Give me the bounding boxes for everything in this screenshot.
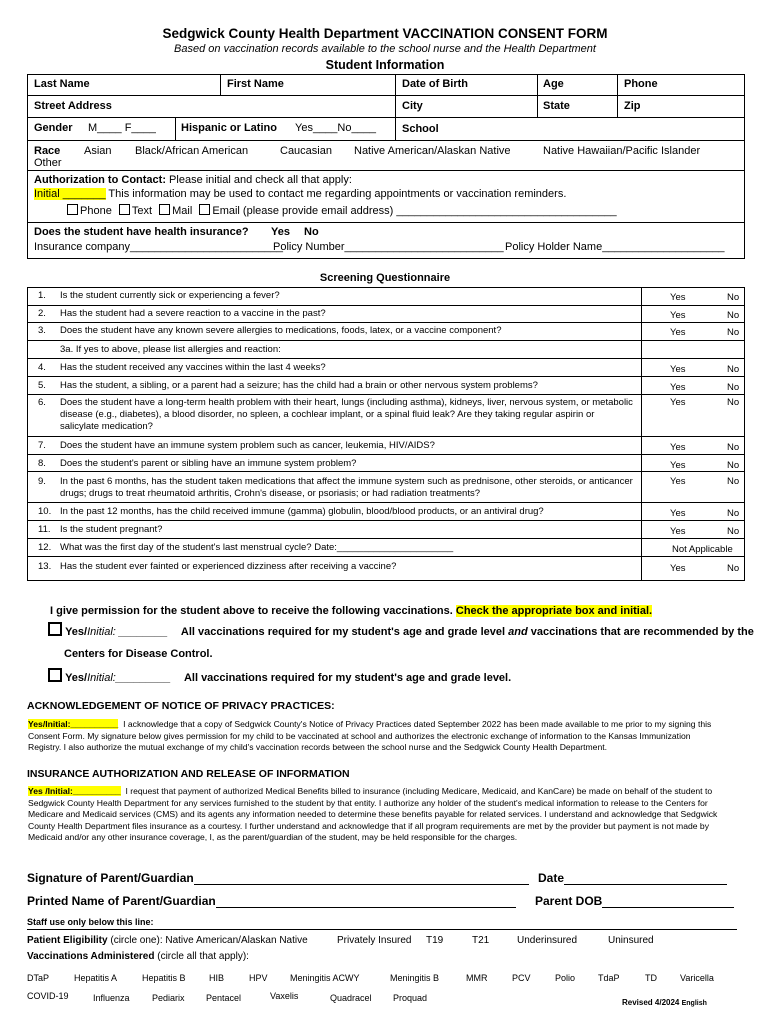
patient-eligibility: Patient Eligibility (circle one): Native American/Alaskan Native: [27, 935, 308, 946]
row-divider: [27, 538, 745, 539]
permission-option-2[interactable]: Yes/Initial:_________ All vaccinations required for my student's age and grade level.: [48, 668, 511, 684]
policy-number-field[interactable]: Policy Number__________________________: [273, 241, 504, 253]
signature-line[interactable]: Signature of Parent/Guardian: [27, 871, 529, 885]
row-divider: [27, 394, 745, 395]
last-name-field[interactable]: Last Name: [34, 78, 90, 90]
answer-no[interactable]: No: [727, 327, 740, 338]
answer-no[interactable]: No: [727, 382, 740, 393]
vaccine-option[interactable]: Meningitis B: [390, 973, 440, 983]
question-text: Does the student have any known severe allergies to medications, foods, latex, or a vaccine component?: [60, 325, 502, 336]
permission-option-1[interactable]: Yes/Initial: ________ All vaccinations required for my student's age and grade level and vaccinations that are recommended by the: [48, 622, 754, 638]
question-text: Does the student have a long-term health problem with their heart, lungs (including asthma), kidneys, liver, nervous system, or metabolic disease (e.g., diabetes), a blood disorder, no spleen, a cochlear implant, or a spinal fluid leak? Are they taking regular aspirin or salicylate medication?: [60, 397, 633, 432]
staff-heading: Staff use only below this line:: [27, 917, 154, 927]
question-text: Does the student's parent or sibling have an immune system problem?: [60, 458, 357, 469]
question-text: 3a. If yes to above, please list allergies and reaction:: [60, 344, 281, 355]
hispanic-label: Hispanic or Latino: [181, 122, 277, 134]
row-divider: [27, 556, 745, 557]
answer-no[interactable]: No: [727, 364, 740, 375]
race-option-black[interactable]: Black/African American: [135, 145, 249, 157]
form-title: Sedgwick County Health Department VACCINATION CONSENT FORM: [162, 26, 608, 41]
row-divider: [27, 520, 745, 521]
vaccine-option[interactable]: TD: [645, 973, 657, 983]
age-field[interactable]: Age: [543, 78, 564, 90]
elig-t19[interactable]: T19: [426, 935, 444, 946]
answer-yes[interactable]: Yes: [670, 508, 686, 519]
row-divider: [27, 376, 745, 377]
insurance-auth-heading: INSURANCE AUTHORIZATION AND RELEASE OF INFORMATION: [27, 768, 350, 780]
dob-field[interactable]: Date of Birth: [402, 78, 468, 90]
col-divider: [641, 287, 642, 581]
col-divider: [395, 74, 396, 140]
insurance-auth-initial-field[interactable]: Yes /Initial:__________: [28, 786, 121, 796]
screening-title: Screening Questionnaire: [319, 272, 451, 284]
answer-yes[interactable]: Yes: [670, 526, 686, 537]
first-name-field[interactable]: First Name: [227, 78, 284, 90]
parent-dob-line[interactable]: Parent DOB: [535, 894, 734, 908]
permission-intro: I give permission for the student above to receive the following vaccinations. Check the appropriate box and initial.: [50, 605, 653, 617]
vaccine-option[interactable]: Meningitis ACWY: [290, 973, 360, 983]
gender-label: Gender: [34, 122, 73, 134]
staff-divider: [27, 929, 737, 930]
elig-privately-insured[interactable]: Privately Insured: [337, 935, 412, 946]
contact-heading: Authorization to Contact: Please initial and check all that apply:: [34, 174, 352, 186]
answer-no[interactable]: No: [727, 460, 740, 471]
vaccine-option[interactable]: DTaP: [27, 973, 50, 983]
elig-underinsured[interactable]: Underinsured: [517, 935, 578, 946]
vaccinations-administered: Vaccinations Administered (circle all that apply):: [27, 951, 249, 962]
answer-no[interactable]: No: [727, 526, 740, 537]
race-option-caucasian[interactable]: Caucasian: [280, 145, 332, 157]
vaccine-option[interactable]: Pediarix: [152, 993, 185, 1003]
state-field[interactable]: State: [543, 100, 570, 112]
row-divider: [27, 340, 745, 341]
col-divider: [617, 74, 618, 117]
answer-no[interactable]: No: [727, 476, 740, 487]
answer-yes[interactable]: Yes: [670, 442, 686, 453]
answer-yes[interactable]: Yes: [670, 460, 686, 471]
answer-yes[interactable]: Yes: [670, 310, 686, 321]
text-checkbox[interactable]: Text: [119, 205, 152, 217]
row-divider: [27, 117, 745, 118]
question-number: 3.: [38, 325, 46, 336]
vaccine-option[interactable]: HIB: [209, 973, 225, 983]
question-number: 9.: [38, 476, 46, 487]
row-divider: [27, 358, 745, 359]
question-number: 13.: [38, 561, 52, 572]
question-number: 1.: [38, 290, 46, 301]
question-text: Has the student received any vaccines within the last 4 weeks?: [60, 362, 326, 373]
vaccine-option[interactable]: Hepatitis A: [74, 973, 118, 983]
answer-no[interactable]: No: [727, 397, 740, 408]
vaccine-option[interactable]: Varicella: [680, 973, 714, 983]
question-text: Has the student had a severe reaction to a vaccine in the past?: [60, 308, 326, 319]
row-divider: [27, 454, 745, 455]
question-text: Does the student have an immune system problem such as cancer, leukemia, HIV/AIDS?: [60, 440, 435, 451]
answer-yes[interactable]: Yes: [670, 292, 686, 303]
insurance-auth-text: Yes /Initial:__________ I request that payment of authorized Medical Benefits billed to insurance (including Medicare, Medicaid, and KanCare) be made on behalf of the student to Sedgwick County Health Department for any services furnished to the student by that entity. I authorize any holder of the student's medical information to release to the Centers for Medicare and Medicaid services (CMS) and its agents any information needed to determine these benefits payable for related services. I understand and acknowledge that Sedgwick County Health Department files insurance as a courtesy. I further understand and acknowledge that if all program requirements are met by the provider but payment is not made by Medicaid and/or any other insurance coverage, I, as the parent/guardian of the student, may be held responsible for the charges.: [28, 786, 718, 843]
question-number: 5.: [38, 380, 46, 391]
section-student-information: Student Information: [325, 58, 445, 72]
mail-checkbox[interactable]: Mail: [159, 205, 192, 217]
question-number: 10.: [38, 506, 52, 517]
row-divider: [27, 502, 745, 503]
school-field[interactable]: School: [402, 123, 439, 135]
col-divider: [175, 117, 176, 140]
form-subtitle: Based on vaccination records available to the school nurse and the Health Department: [174, 43, 596, 55]
race-label: Race: [34, 145, 61, 157]
contact-initial-field[interactable]: Initial _______: [34, 188, 106, 200]
vaccine-option[interactable]: Polio: [555, 973, 576, 983]
question-number: 8.: [38, 458, 46, 469]
col-divider: [220, 74, 221, 95]
answer-no[interactable]: No: [727, 442, 740, 453]
question-text: Is the student pregnant?: [60, 524, 163, 535]
question-text: Is the student currently sick or experiencing a fever?: [60, 290, 280, 301]
question-text: What was the first day of the student's last menstrual cycle? Date:______________________: [60, 542, 454, 553]
row-divider: [27, 95, 745, 96]
phone-checkbox[interactable]: Phone: [67, 205, 112, 217]
email-checkbox[interactable]: Email (please provide email address) ____________________________________: [199, 205, 616, 217]
answer-no[interactable]: No: [727, 563, 740, 574]
insurance-question: Does the student have health insurance?: [34, 226, 249, 238]
vaccine-option[interactable]: Quadracel: [330, 993, 372, 1003]
answer-yes[interactable]: Yes: [670, 476, 686, 487]
city-field[interactable]: City: [402, 100, 423, 112]
vaccine-option[interactable]: Proquad: [393, 993, 428, 1003]
question-text: Has the student ever fainted or experienced dizziness after receiving a vaccine?: [60, 561, 397, 572]
vaccine-option[interactable]: PCV: [512, 973, 531, 983]
insurance-yes[interactable]: Yes: [271, 226, 290, 238]
zip-field[interactable]: Zip: [624, 100, 641, 112]
question-text: In the past 6 months, has the student taken medications that affect the immune system such as prednisone, other steroids, or anticancer drugs; drugs to treat rheumatoid arthritis, Crohn's disease, or psoriasis; or had radiation treatments?: [60, 476, 633, 499]
privacy-initial-field[interactable]: Yes/Initial:__________: [28, 719, 119, 729]
vaccine-option[interactable]: Influenza: [93, 993, 130, 1003]
question-number: 12.: [38, 542, 52, 553]
race-option-asian[interactable]: Asian: [84, 145, 112, 157]
vaccine-option[interactable]: COVID-19: [27, 991, 69, 1001]
option-1-checkbox[interactable]: [48, 622, 62, 636]
answer-yes[interactable]: Yes: [670, 563, 686, 574]
elig-t21[interactable]: T21: [472, 935, 490, 946]
vaccine-option[interactable]: TdaP: [598, 973, 620, 983]
row-divider: [27, 471, 745, 472]
question-number: 6.: [38, 397, 46, 408]
phone-field[interactable]: Phone: [624, 78, 658, 90]
race-option-other[interactable]: Other: [34, 157, 62, 169]
answer-no[interactable]: No: [727, 310, 740, 321]
answer-no[interactable]: No: [727, 292, 740, 303]
row-divider: [27, 140, 745, 141]
hispanic-options[interactable]: Yes____No____: [295, 122, 376, 134]
question-number: 4.: [38, 362, 46, 373]
elig-uninsured[interactable]: Uninsured: [608, 935, 654, 946]
answer-no[interactable]: No: [727, 508, 740, 519]
policy-holder-field[interactable]: Policy Holder Name____________________: [505, 241, 725, 253]
row-divider: [27, 322, 745, 323]
revision-note: Revised 4/2024 English: [622, 998, 707, 1007]
privacy-heading: ACKNOWLEDGEMENT OF NOTICE OF PRIVACY PRACTICES:: [27, 700, 335, 712]
question-number: 11.: [38, 524, 51, 535]
row-divider: [27, 170, 745, 171]
answer-yes[interactable]: Yes: [670, 364, 686, 375]
question-number: 2.: [38, 308, 46, 319]
row-divider: [27, 436, 745, 437]
option-2-checkbox[interactable]: [48, 668, 62, 682]
contact-options: [67, 204, 617, 217]
row-divider: [27, 222, 745, 223]
privacy-text: Yes/Initial:__________ I acknowledge that a copy of Sedgwick County's Notice of Privacy Practices dated September 2022 has been made available to me prior to my signing this Consent Form. My signature below gives permission for my child to be vaccinated at school and authorizes the electronic exchange of information to the Kansas Immunization Registry. I also authorize the mutual exchange of my child's vaccination records between the school nurse and the Sedgwick County Health Department.: [28, 719, 712, 753]
gender-options[interactable]: M____ F____: [88, 122, 156, 134]
vaccine-option[interactable]: Pentacel: [206, 993, 242, 1003]
vaccine-option[interactable]: HPV: [249, 973, 268, 983]
race-option-pacific-islander[interactable]: Native Hawaiian/Pacific Islander: [543, 145, 701, 157]
street-address-field[interactable]: Street Address: [34, 100, 112, 112]
printed-name-line[interactable]: Printed Name of Parent/Guardian: [27, 894, 516, 908]
insurance-company-field[interactable]: Insurance company_________________________: [34, 241, 283, 253]
vaccine-option[interactable]: Vaxelis: [270, 991, 299, 1001]
question-text: Has the student, a sibling, or a parent had a seizure; has the child had a brain or other nervous system problems?: [60, 380, 538, 391]
question-number: 7.: [38, 440, 46, 451]
vaccine-option[interactable]: Hepatitis B: [142, 973, 186, 983]
answer-yes[interactable]: Yes: [670, 382, 686, 393]
col-divider: [537, 74, 538, 117]
row-divider: [27, 305, 745, 306]
vaccine-option[interactable]: MMR: [466, 973, 488, 983]
insurance-no[interactable]: No: [304, 226, 319, 238]
answer-yes[interactable]: Not Applicable: [672, 544, 733, 555]
permission-option-1-cont: Centers for Disease Control.: [64, 648, 213, 660]
question-text: In the past 12 months, has the child received immune (gamma) globulin, blood/blood products, or an antiviral drug?: [60, 506, 544, 517]
answer-yes[interactable]: Yes: [670, 397, 686, 408]
race-option-native-american[interactable]: Native American/Alaskan Native: [354, 145, 511, 157]
answer-yes[interactable]: Yes: [670, 327, 686, 338]
date-line[interactable]: Date: [538, 871, 727, 885]
contact-initial-line: Initial _______ This information may be used to contact me regarding appointments or vaccination reminders.: [34, 188, 567, 200]
